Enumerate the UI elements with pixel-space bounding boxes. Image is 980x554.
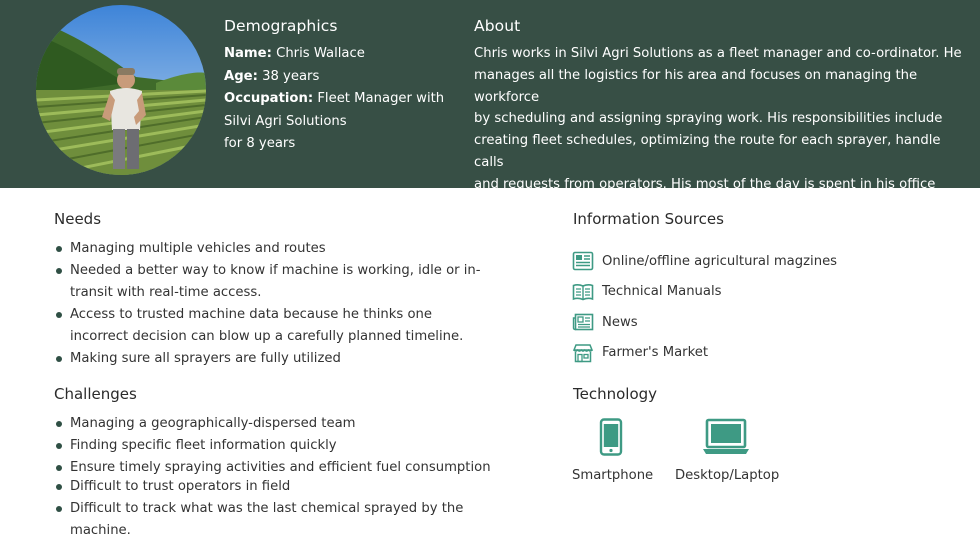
about-line: by scheduling and assigning spraying work. His responsibilities include xyxy=(474,111,943,127)
about-line: overseeing and coordinating the spraying operations and fleet monitoring. xyxy=(474,198,968,214)
technology-label: Smartphone xyxy=(572,468,654,483)
challenges-list xyxy=(54,413,494,542)
list-item: Managing a geographically-dispersed team xyxy=(54,413,494,435)
occupation-line1: Fleet Manager with xyxy=(317,91,445,106)
newspaper-icon xyxy=(572,250,594,272)
name-row xyxy=(224,43,454,66)
challenges-title: Challenges xyxy=(54,385,137,403)
age-row xyxy=(224,66,454,89)
list-item: Managing multiple vehicles and routes xyxy=(54,238,484,260)
about-line: Chris works in Silvi Agri Solutions as a fleet manager and co-ordinator. He xyxy=(474,46,962,61)
occupation-label: Occupation: xyxy=(224,91,314,106)
about-line: creating fleet schedules, optimizing the route for each sprayer, handle calls xyxy=(474,133,941,170)
news-icon xyxy=(572,311,594,333)
technology-item-smartphone xyxy=(572,418,654,483)
list-item: Making sure all sprayers are fully utilized xyxy=(54,348,484,370)
source-label: Farmer's Market xyxy=(602,345,709,361)
source-label: Technical Manuals xyxy=(602,284,722,300)
list-item: Difficult to trust operators in field xyxy=(54,476,494,498)
occupation-row xyxy=(224,88,454,111)
avatar xyxy=(36,5,206,175)
needs-list xyxy=(54,238,484,370)
list-item: Ensure timely spraying activities and efficient fuel consumption xyxy=(54,457,494,479)
information-sources-title: Information Sources xyxy=(573,210,724,228)
list-item xyxy=(572,246,837,277)
market-stall-icon xyxy=(572,342,594,364)
demographics-panel xyxy=(224,17,454,156)
list-item xyxy=(572,307,837,338)
smartphone-icon xyxy=(572,418,650,460)
technology-item-laptop xyxy=(675,418,780,483)
about-title: About xyxy=(474,17,521,35)
technology-label: Desktop/Laptop xyxy=(675,468,780,483)
laptop-icon xyxy=(675,418,777,460)
list-item: Access to trusted machine data because he thinks one incorrect decision can blow up a carefully planned timeline. xyxy=(54,304,484,348)
age-value: 38 years xyxy=(262,68,320,84)
demographics-title: Demographics xyxy=(224,17,338,35)
occupation-line2: Silvi Agri Solutions xyxy=(224,113,347,129)
technology-title: Technology xyxy=(573,385,658,403)
needs-title: Needs xyxy=(54,210,102,228)
header-banner xyxy=(0,0,980,214)
source-label: Online/offline agricultural magzines xyxy=(602,253,838,269)
list-item xyxy=(572,277,837,308)
source-label: News xyxy=(602,314,638,330)
list-item: Needed a better way to know if machine is working, idle or in-transit with real-time access. xyxy=(54,260,484,304)
name-label: Name: xyxy=(224,46,272,61)
occupation-line3: for 8 years xyxy=(224,136,296,151)
open-book-icon xyxy=(572,281,594,303)
information-sources-list xyxy=(572,246,837,368)
list-item: Finding specific fleet information quickly xyxy=(54,435,494,457)
about-panel xyxy=(474,17,970,217)
list-item: Difficult to track what was the last chemical sprayed by the machine. xyxy=(54,498,494,542)
age-label: Age: xyxy=(224,68,258,84)
list-item xyxy=(572,338,837,369)
name-value: Chris Wallace xyxy=(276,46,365,61)
farmer-photo xyxy=(36,5,206,175)
about-line: manages all the logistics for his area and focuses on managing the workforce xyxy=(474,67,918,105)
about-line: and requests from operators. His most of the day is spent in his office xyxy=(474,176,936,192)
